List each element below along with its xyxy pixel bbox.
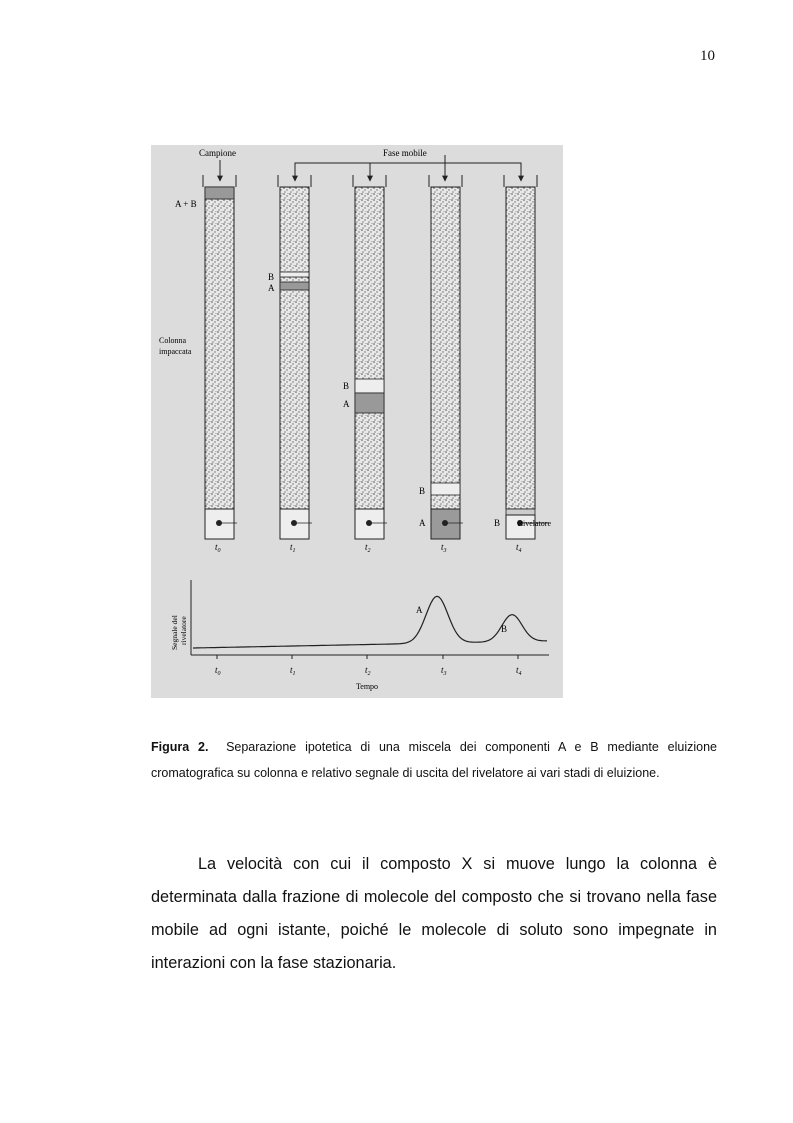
signal-tick-label-t4: $t_4$ (516, 665, 522, 677)
band-b-t2 (355, 379, 384, 393)
band-a-t1 (280, 282, 309, 290)
signal-tick-label-t2: $t_2$ (365, 665, 371, 677)
chromatography-figure (151, 145, 563, 698)
band-label-b-t2: B (343, 381, 350, 391)
band-label-b-t1: B (268, 272, 275, 282)
band-label-b-t3: B (419, 486, 426, 496)
band-b-t1 (280, 272, 309, 277)
page-number: 10 (700, 48, 715, 64)
label-packed-1: Colonna (159, 336, 187, 345)
peak-label-b: B (501, 624, 508, 634)
band-label-a-t2: A (343, 399, 350, 409)
band-b-t3 (431, 483, 460, 495)
time-label-t4: $t_4$ (516, 542, 522, 554)
label-mobile-phase: Fase mobile (383, 148, 427, 158)
label-sample: Campione (199, 148, 236, 158)
column-t1 (278, 175, 312, 539)
column-t3 (429, 175, 463, 539)
figure-svg (151, 145, 563, 698)
signal-tick-label-t1: $t_1$ (290, 665, 296, 677)
signal-tick-label-t3: $t_3$ (441, 665, 447, 677)
time-label-t1: $t_1$ (290, 542, 296, 554)
band-label-a-t1: A (268, 283, 275, 293)
signal-ylabel-1: Segnale del (170, 615, 179, 650)
column-t2 (353, 175, 387, 539)
band-label-b-t4: B (494, 518, 501, 528)
figure-caption (151, 734, 717, 786)
signal-xlabel: Tempo (355, 682, 379, 691)
time-label-t2: $t_2$ (365, 542, 371, 554)
time-label-t3: $t_3$ (441, 542, 447, 554)
caption-label: Figura 2. (151, 740, 209, 754)
band-ab (205, 187, 234, 199)
time-label-t0: $t_0$ (215, 542, 221, 554)
label-detector: Rivelatore (517, 519, 551, 528)
body-text (151, 848, 717, 980)
label-ab: A + B (175, 199, 197, 209)
signal-tick-label-t0: $t_0$ (215, 665, 221, 677)
label-packed-2: impaccata (159, 347, 192, 356)
body-paragraph: La velocità con cui il composto X si muove lungo la colonna è determinata dalla frazione di molecole del composto che si trovano nella fase mobile ad ogni istante, poiché le molecole di soluto sono impegnate in interazioni con la fase stazionaria. (151, 855, 717, 972)
signal-ylabel-2: rivelatore (179, 616, 188, 645)
peak-label-a: A (416, 605, 423, 615)
band-b-t4 (506, 509, 535, 515)
band-label-a-t3: A (419, 518, 426, 528)
caption-text: Separazione ipotetica di una miscela dei componenti A e B mediante eluizione cromatografica su colonna e relativo segnale di uscita del rivelatore ai vari stadi di eluizione. (151, 740, 717, 780)
column-t0 (203, 175, 237, 539)
band-a-t2 (355, 393, 384, 413)
